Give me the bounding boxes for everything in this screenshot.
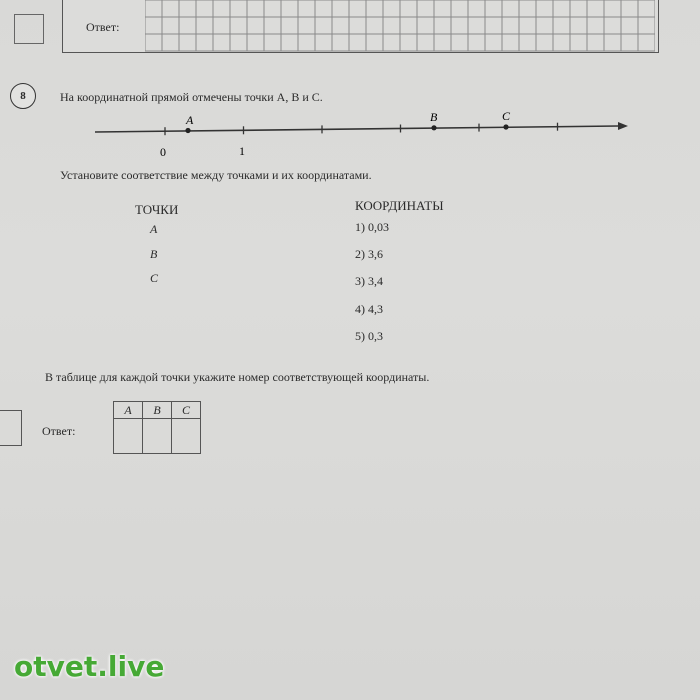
coordinate-item-3: 3) 3,4 bbox=[355, 274, 383, 288]
point-b-dot bbox=[431, 125, 436, 130]
number-line bbox=[80, 110, 630, 160]
top-answer-grid[interactable] bbox=[145, 0, 655, 52]
point-item-a: A bbox=[150, 222, 158, 236]
coordinate-item-2: 2) 3,6 bbox=[355, 247, 383, 261]
answer-table bbox=[113, 401, 201, 454]
point-b-label: B bbox=[430, 110, 438, 124]
number-line-arrow bbox=[618, 122, 628, 130]
answer-column-a: A bbox=[114, 402, 143, 419]
task-instruction: Установите соответствие между точками и их координатами. bbox=[60, 168, 372, 182]
tick-label-1: 1 bbox=[239, 144, 245, 158]
top-answer-label: Ответ: bbox=[86, 20, 120, 34]
point-c-dot bbox=[503, 124, 508, 129]
table-instruction: В таблице для каждой точки укажите номер соответствующей координаты. bbox=[45, 370, 430, 384]
tick-label-0: 0 bbox=[160, 145, 166, 159]
points-header: ТОЧКИ bbox=[135, 202, 179, 217]
point-item-b: B bbox=[150, 247, 158, 261]
number-line-axis bbox=[95, 126, 618, 132]
point-c-label: C bbox=[502, 110, 511, 123]
point-a-dot bbox=[185, 128, 190, 133]
watermark-logo: otvet.live bbox=[14, 650, 165, 683]
point-item-c: C bbox=[150, 271, 159, 285]
coordinate-item-4: 4) 4,3 bbox=[355, 302, 383, 316]
top-answer-checkbox[interactable] bbox=[14, 14, 44, 44]
answer-label: Ответ: bbox=[42, 424, 76, 438]
answer-column-c: C bbox=[172, 402, 201, 419]
task-number: 8 bbox=[10, 83, 36, 109]
answer-cell-a[interactable] bbox=[114, 419, 143, 454]
answer-checkbox[interactable] bbox=[0, 410, 22, 446]
task-statement: На координатной прямой отмечены точки A, B и C. bbox=[60, 90, 323, 104]
answer-cell-b[interactable] bbox=[143, 419, 172, 454]
coordinate-item-5: 5) 0,3 bbox=[355, 329, 383, 343]
answer-column-b: B bbox=[143, 402, 172, 419]
coordinate-item-1: 1) 0,03 bbox=[355, 220, 389, 234]
coordinates-header: КООРДИНАТЫ bbox=[355, 198, 444, 213]
answer-cell-c[interactable] bbox=[172, 419, 201, 454]
point-a-label: A bbox=[186, 113, 194, 127]
